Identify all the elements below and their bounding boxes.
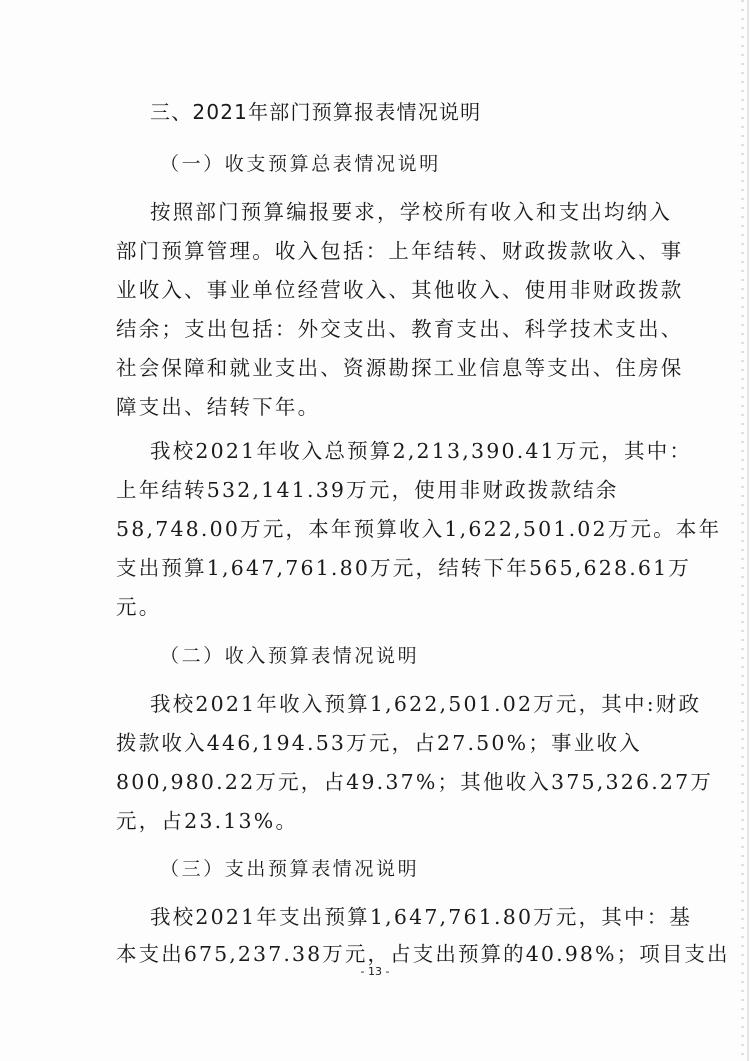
paragraph-line: 结余；支出包括：外交支出、教育支出、科学技术支出、 (116, 317, 684, 341)
page-number: - 13 - (360, 965, 390, 978)
paragraph-line: 社会保障和就业支出、资源勘探工业信息等支出、住房保 (116, 356, 684, 380)
paragraph-line: 拨款收入446,194.53万元，占27.50%；事业收入 (116, 731, 642, 755)
paragraph-line: 部门预算管理。收入包括：上年结转、财政拨款收入、事 (116, 239, 684, 263)
subsection-heading-1: （一）收支预算总表情况说明 (160, 153, 441, 175)
paragraph-line: 我校2021年收入预算1,622,501.02万元，其中:财政 (150, 692, 702, 716)
paragraph-line: 58,748.00万元，本年预算收入1,622,501.02万元。本年 (116, 517, 722, 541)
paragraph-line: 上年结转532,141.39万元，使用非财政拨款结余 (116, 478, 619, 502)
paragraph-line: 障支出、结转下年。 (116, 395, 321, 419)
paragraph-line: 业收入、事业单位经营收入、其他收入、使用非财政拨款 (116, 278, 684, 302)
paragraph-line: 我校2021年收入总预算2,213,390.41万元，其中： (150, 439, 693, 463)
paragraph-line: 元，占23.13%。 (116, 809, 299, 833)
scan-page-edge (747, 0, 749, 1061)
section-heading: 三、2021年部门预算报表情况说明 (150, 100, 482, 124)
subsection-heading-3: （三）支出预算表情况说明 (160, 858, 420, 880)
paragraph-line: 我校2021年支出预算1,647,761.80万元，其中：基 (150, 905, 693, 929)
scan-binding-edge (741, 0, 744, 1061)
paragraph-line: 本支出675,237.38万元，占支出预算的40.98%；项目支出 (116, 942, 730, 966)
paragraph-line: 元。 (116, 595, 162, 619)
paragraph-line: 按照部门预算编报要求，学校所有收入和支出均纳入 (150, 200, 673, 224)
paragraph-line: 支出预算1,647,761.80万元，结转下年565,628.61万 (116, 556, 692, 580)
paragraph-line: 800,980.22万元，占49.37%；其他收入375,326.27万 (116, 770, 714, 794)
subsection-heading-2: （二）收入预算表情况说明 (160, 645, 420, 667)
